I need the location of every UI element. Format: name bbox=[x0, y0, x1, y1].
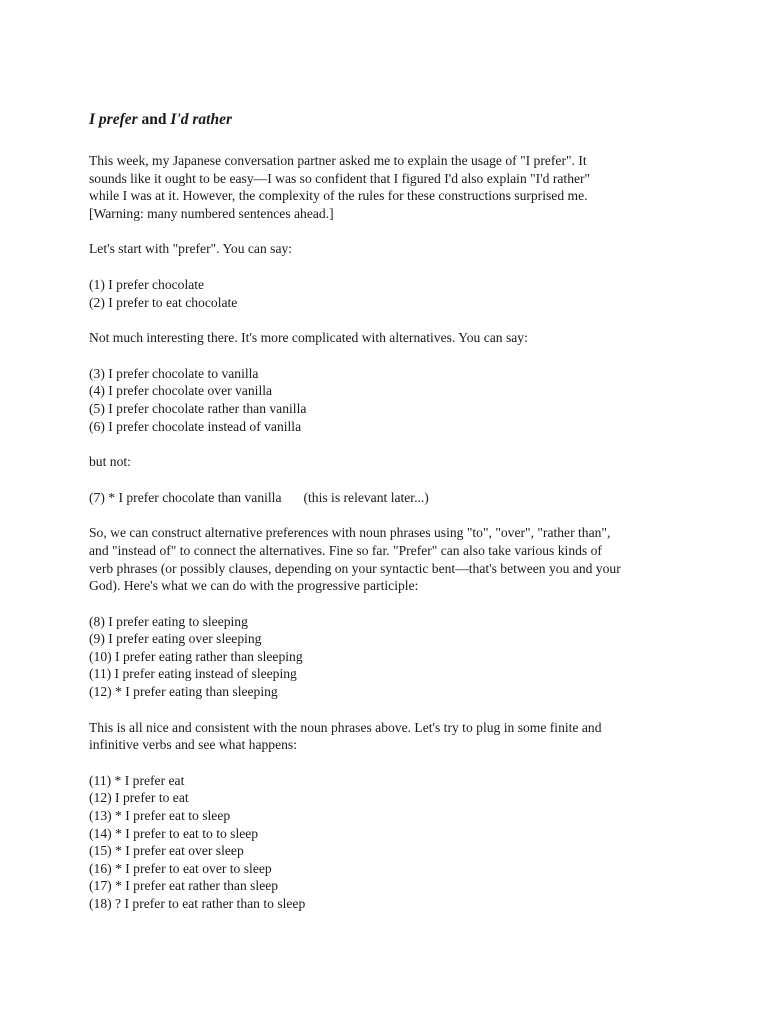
consistent-paragraph bbox=[89, 719, 719, 754]
paragraph-line: verb phrases (or possibly clauses, depending on your syntactic bent—that's between you and your bbox=[89, 560, 621, 576]
paragraph-line: infinitive verbs and see what happens: bbox=[89, 737, 298, 753]
examples-group-b bbox=[89, 365, 719, 435]
paragraph-line: and "instead of" to connect the alternatives. Fine so far. "Prefer" can also take various kinds of bbox=[89, 542, 602, 558]
start-line: Let's start with "prefer". You can say: bbox=[89, 241, 293, 257]
example-7-block bbox=[89, 489, 719, 507]
paragraph-line: God). Here's what we can do with the progressive participle: bbox=[89, 578, 419, 594]
example-sentence: (17) * I prefer eat rather than sleep bbox=[89, 878, 279, 894]
paragraph-line: This is all nice and consistent with the noun phrases above. Let's try to plug in some finite and bbox=[89, 719, 602, 735]
examples-group-c bbox=[89, 613, 719, 701]
example-sentence: (4) I prefer chocolate over vanilla bbox=[89, 383, 273, 399]
noun-phrase-paragraph bbox=[89, 524, 719, 594]
example-sentence: (10) I prefer eating rather than sleeping bbox=[89, 648, 303, 664]
intro-line: [Warning: many numbered sentences ahead.] bbox=[89, 205, 334, 221]
example-sentence: (12) * I prefer eating than sleeping bbox=[89, 684, 278, 700]
intro-line: while I was at it. However, the complexity of the rules for these constructions surprised me. bbox=[89, 188, 588, 204]
example-sentence bbox=[89, 489, 719, 507]
start-paragraph bbox=[89, 240, 719, 258]
example-sentence: (5) I prefer chocolate rather than vanilla bbox=[89, 400, 307, 416]
example-sentence: (14) * I prefer to eat to to sleep bbox=[89, 825, 259, 841]
example-sentence: (15) * I prefer eat over sleep bbox=[89, 843, 244, 859]
document-page bbox=[89, 110, 719, 931]
paragraph-line: So, we can construct alternative preferences with noun phrases using "to", "over", "rather than", bbox=[89, 525, 611, 541]
but-not-paragraph bbox=[89, 453, 719, 471]
title-and: and bbox=[137, 111, 171, 128]
example-sentence: (6) I prefer chocolate instead of vanilla bbox=[89, 418, 302, 434]
example-sentence: (11) * I prefer eat bbox=[89, 772, 185, 788]
example-sentence: (1) I prefer chocolate bbox=[89, 276, 205, 292]
example-sentence: (18) ? I prefer to eat rather than to sleep bbox=[89, 896, 306, 911]
intro-paragraph bbox=[89, 152, 719, 222]
example-sentence: (12) I prefer to eat bbox=[89, 790, 189, 806]
but-not-line: but not: bbox=[89, 454, 131, 470]
title-part-2: I'd rather bbox=[170, 111, 232, 128]
intro-line: sounds like it ought to be easy—I was so confident that I figured I'd also explain "I'd rather" bbox=[89, 170, 591, 186]
alternatives-paragraph bbox=[89, 329, 719, 347]
document-title bbox=[89, 110, 719, 130]
title-part-1: I prefer bbox=[89, 111, 138, 128]
example-sentence: (13) * I prefer eat to sleep bbox=[89, 808, 231, 824]
example-sentence: (8) I prefer eating to sleeping bbox=[89, 613, 248, 629]
intro-line: This week, my Japanese conversation partner asked me to explain the usage of "I prefer". It bbox=[89, 153, 587, 168]
example-sentence: (2) I prefer to eat chocolate bbox=[89, 294, 238, 310]
example-sentence: (11) I prefer eating instead of sleeping bbox=[89, 666, 297, 682]
example-7-note: (this is relevant later...) bbox=[303, 489, 429, 505]
examples-group-a bbox=[89, 276, 719, 311]
example-7-text: (7) * I prefer chocolate than vanilla bbox=[89, 489, 282, 505]
example-sentence: (16) * I prefer to eat over to sleep bbox=[89, 860, 272, 876]
alternatives-line: Not much interesting there. It's more complicated with alternatives. You can say: bbox=[89, 330, 528, 346]
example-sentence: (3) I prefer chocolate to vanilla bbox=[89, 365, 259, 381]
examples-group-d bbox=[89, 772, 719, 913]
example-sentence: (9) I prefer eating over sleeping bbox=[89, 631, 262, 647]
